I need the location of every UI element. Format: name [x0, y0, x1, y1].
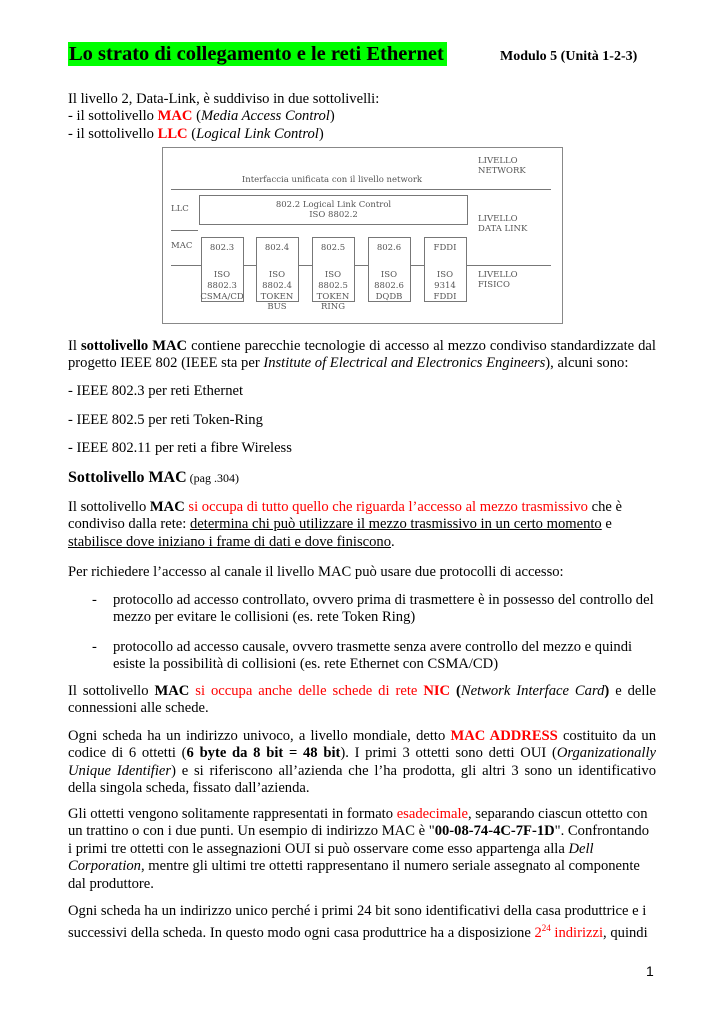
text: )	[329, 108, 335, 125]
text: si occupa di tutto quello che riguarda l’accesso al mezzo trasmissivo	[184, 499, 588, 515]
section-heading	[68, 469, 656, 487]
text: protocollo ad accesso controllato, ovvero prima di trasmettere è in possesso del controllo del mezzo per evitare le collisioni (es. rete Token Ring)	[113, 592, 654, 626]
text: Network Interface Card	[460, 683, 605, 699]
divider	[171, 230, 198, 231]
mac-expansion: Media Access Control	[200, 108, 330, 125]
ieee-item: - IEEE 802.11 per reti a fibre Wireless	[68, 440, 292, 456]
text: Il sottolivello	[68, 683, 155, 699]
mac-label: MAC	[171, 241, 193, 251]
llc-term: LLC	[157, 125, 188, 142]
module-label: Modulo 5 (Unità 1-2-3)	[500, 49, 638, 64]
text: contiene parecchie tecnologie di accesso al mezzo condiviso standardizzate dal progetto IEEE 802 (IEEE sta per	[68, 338, 656, 372]
box-iso: ISO	[436, 270, 454, 280]
text: 6 byte da 8 bit = 48 bit	[186, 745, 341, 762]
box-technology: DQDB	[375, 292, 403, 302]
text: NIC	[423, 683, 451, 699]
paragraph-unique	[68, 903, 656, 943]
text: esadecimale	[396, 806, 468, 822]
intro-mac-line	[68, 108, 656, 125]
box-iso-number: 8802.3	[207, 281, 237, 291]
text: Ogni scheda ha un indirizzo unico perché i primi 24 bit sono identificativi della casa produttrice e i successivi della scheda. In questo modo ogni casa produttrice ha a disposizione	[68, 903, 647, 942]
intro-llc-line	[68, 126, 656, 143]
paragraph-mac-role	[68, 499, 656, 551]
box-technology: TOKEN	[316, 292, 350, 302]
box-iso-number: 8802.4	[262, 281, 292, 291]
llc-box	[199, 195, 468, 225]
text: ), alcuni sono:	[545, 355, 629, 372]
text: MAC	[154, 683, 190, 699]
text: Organizationally Unique Identifier	[68, 745, 656, 779]
text: - il sottolivello	[68, 108, 158, 125]
text: MAC ADDRESS	[450, 728, 558, 744]
interface-label: Interfaccia unificata con il livello network	[241, 175, 423, 185]
text: ) e si riferiscono all’azienda che l’ha prodotta, gli altri 3 sono un identificativo della singola scheda, fissato dall’azienda.	[68, 762, 656, 797]
dash: -	[92, 592, 97, 608]
box-standard: 802.3	[209, 243, 235, 253]
box-iso-number: 8802.5	[318, 281, 348, 291]
text: ". Confrontando i primi tre ottetti con le assegnazioni OUI si può osservare come esso appartenga alla	[68, 823, 649, 857]
paragraph-mac-address	[68, 728, 656, 798]
level-fisico: LIVELLO FISICO	[478, 270, 518, 290]
text: Gli ottetti vengono solitamente rappresentati in formato	[68, 806, 397, 822]
text: Il sottolivello	[68, 499, 150, 515]
text: )	[318, 125, 324, 142]
paragraph-access: Per richiedere l’accesso al canale il livello MAC può usare due protocolli di accesso:	[68, 564, 564, 580]
text: che è condiviso dalla rete:	[68, 499, 623, 533]
level-network: LIVELLO NETWORK	[478, 156, 526, 176]
text: ). I primi 3 ottetti sono detti OUI (	[340, 745, 557, 762]
llc-expansion: Logical Link Control	[196, 125, 319, 142]
box-technology: BUS	[267, 302, 287, 312]
box-iso: ISO	[268, 270, 286, 280]
paragraph-hex	[68, 806, 656, 893]
paragraph-mac-intro	[68, 338, 656, 373]
paragraph-nic	[68, 683, 656, 718]
text: e	[601, 516, 612, 533]
box-standard: 802.5	[320, 243, 346, 253]
box-technology: CSMA/CD	[200, 292, 244, 302]
intro	[68, 91, 656, 143]
box-technology: FDDI	[433, 292, 457, 302]
box-iso: ISO	[324, 270, 342, 280]
text: 2	[534, 925, 542, 942]
text: Institute of Electrical and Electronics Engineers	[263, 355, 546, 372]
text: MAC	[149, 499, 185, 515]
box-technology: RING	[321, 302, 345, 312]
text: protocollo ad accesso causale, ovvero trasmette senza avere controllo del mezzo e quindi esiste la possibilità di collisioni (es. rete Ethernet con CSMA/CD)	[113, 639, 633, 673]
box-iso-number: 8802.6	[374, 281, 404, 291]
text: , mentre gli ultimi tre ottetti rappresentano il numero seriale assegnato al componente dal produttore.	[68, 858, 640, 892]
text: determina chi può utilizzare il mezzo trasmissivo in un certo momento	[189, 516, 602, 533]
text: sottolivello MAC	[80, 338, 188, 354]
text: , quindi	[603, 925, 648, 942]
dash: -	[92, 639, 97, 655]
box-technology: TOKEN	[260, 292, 294, 302]
section-title: Sottolivello MAC	[68, 469, 187, 486]
page-title: Lo strato di collegamento e le reti Ethernet	[68, 42, 447, 66]
exponent: 24	[541, 923, 551, 934]
text: 00-08-74-4C-7F-1D	[434, 823, 555, 840]
box-standard: FDDI	[433, 243, 457, 253]
box-iso-number: 9314	[434, 281, 456, 291]
intro-line: Il livello 2, Data-Link, è suddiviso in due sottolivelli:	[68, 91, 380, 107]
llc-box-line: ISO 8802.2	[309, 210, 358, 220]
divider	[171, 189, 551, 190]
text: (	[450, 683, 461, 699]
llc-box-line: 802.2 Logical Link Control	[275, 200, 392, 210]
llc-label: LLC	[171, 204, 189, 214]
text: stabilisce dove iniziano i frame di dati e dove finiscono	[68, 533, 391, 550]
mac-term: MAC	[157, 108, 193, 125]
level-datalink: LIVELLO DATA LINK	[478, 214, 528, 234]
text: )	[604, 683, 610, 699]
text: (	[187, 125, 197, 142]
text: Ogni scheda ha un indirizzo univoco, a livello mondiale, detto	[68, 728, 451, 744]
ieee-item: - IEEE 802.3 per reti Ethernet	[68, 383, 244, 399]
text: .	[391, 533, 395, 550]
text: - il sottolivello	[68, 125, 158, 142]
text: si occupa anche delle schede di rete	[189, 683, 424, 699]
box-iso: ISO	[213, 270, 231, 280]
box-standard: 802.4	[264, 243, 290, 253]
text: Dell Corporation	[68, 840, 594, 875]
text: indirizzi	[550, 925, 604, 942]
page-ref: (pag .304)	[186, 471, 239, 485]
box-iso: ISO	[380, 270, 398, 280]
text: (	[192, 108, 201, 125]
text: , separando ciascun ottetto con un trattino o con i due punti. Un esempio di indirizzo MAC è "	[68, 806, 648, 840]
text: e delle connessioni alle schede.	[68, 683, 657, 717]
text: costituito da un codice di 6 ottetti (	[68, 728, 656, 762]
page-number: 1	[646, 963, 654, 979]
box-standard: 802.6	[376, 243, 402, 253]
text: Il	[68, 338, 81, 354]
ieee802-layer-diagram	[162, 147, 563, 324]
ieee-item: - IEEE 802.5 per reti Token-Ring	[68, 412, 263, 428]
